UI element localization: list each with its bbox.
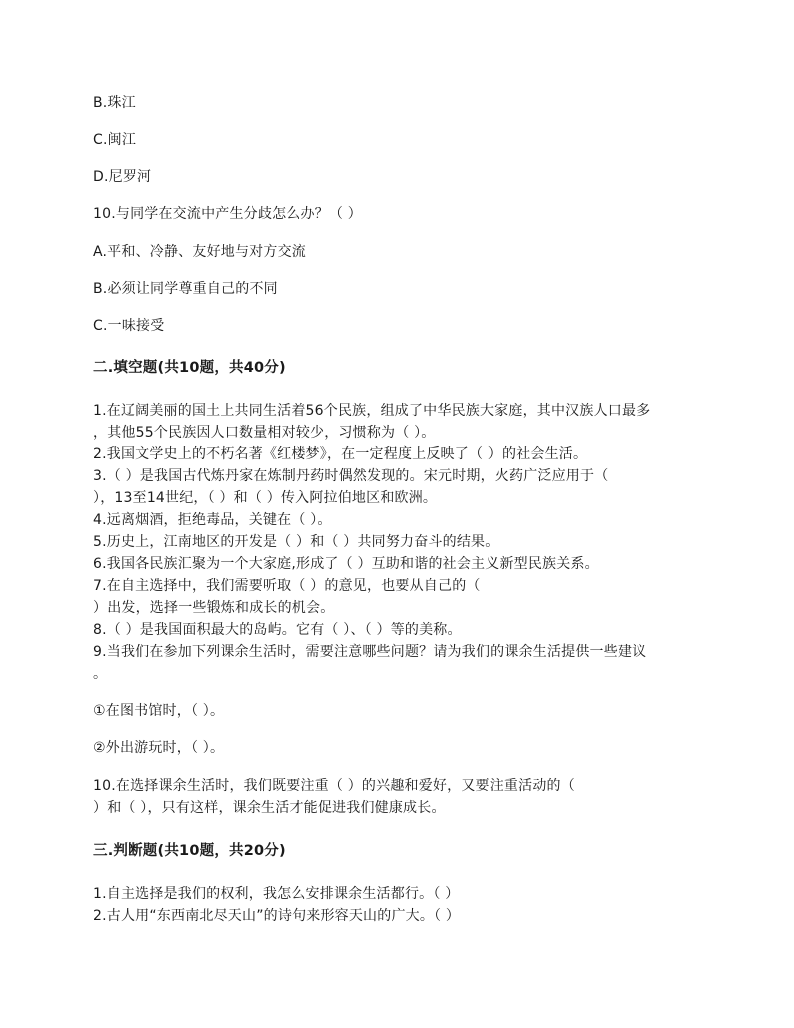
- q10-option-a: A.平和、冷静、友好地与对方交流: [93, 244, 306, 260]
- fill-line: 8.（ ）是我国面积最大的岛屿。它有（ ）、（ ）等的美称。: [93, 622, 462, 638]
- fill-line: ）和（ ），只有这样，课余生活才能促进我们健康成长。: [93, 800, 446, 816]
- fill-line: 2.我国文学史上的不朽名著《红楼梦》，在一定程度上反映了（ ）的社会生活。: [93, 446, 588, 462]
- q10-stem: 10.与同学在交流中产生分歧怎么办？（ ）: [93, 206, 362, 222]
- fill-section-heading: 二.填空题(共10题，共40分): [93, 360, 286, 376]
- fill-line: 5.历史上，江南地区的开发是（ ）和（ ）共同努力奋斗的结果。: [93, 534, 500, 550]
- fill-line: 3.（ ）是我国古代炼丹家在炼制丹药时偶然发现的。宋元时期，火药广泛应用于（: [93, 468, 609, 484]
- fill-line: ），13至14世纪，（ ）和（ ）传入阿拉伯地区和欧洲。: [93, 490, 438, 506]
- fill-line: ②外出游玩时，（ ）。: [93, 740, 225, 756]
- q9-option-b: B.珠江: [93, 95, 136, 111]
- judge-section-heading: 三.判断题(共10题，共20分): [93, 843, 286, 859]
- q10-option-c: C.一味接受: [93, 318, 165, 334]
- fill-line: ①在图书馆时，（ ）。: [93, 703, 225, 719]
- q9-option-c: C.闽江: [93, 132, 137, 148]
- judge-line: 2.古人用“东西南北尽天山”的诗句来形容天山的广大。（ ）: [93, 908, 461, 924]
- judge-line: 1.自主选择是我们的权利，我怎么安排课余生活都行。（ ）: [93, 886, 460, 902]
- fill-line: 。: [93, 666, 108, 682]
- fill-line: 6.我国各民族汇聚为一个大家庭,形成了（ ）互助和谐的社会主义新型民族关系。: [93, 556, 599, 572]
- fill-line: 7.在自主选择中，我们需要听取（ ）的意见，也要从自己的（: [93, 578, 481, 594]
- fill-line: ）出发，选择一些锻炼和成长的机会。: [93, 600, 335, 616]
- q10-option-b: B.必须让同学尊重自己的不同: [93, 281, 278, 297]
- q9-option-d: D.尼罗河: [93, 169, 152, 185]
- fill-line: 1.在辽阔美丽的国土上共同生活着56个民族，组成了中华民族大家庭，其中汉族人口最多: [93, 403, 651, 419]
- fill-line: 9.当我们在参加下列课余生活时，需要注意哪些问题？请为我们的课余生活提供一些建议: [93, 644, 647, 660]
- fill-line: 4.远离烟酒，拒绝毒品，关键在（ ）。: [93, 512, 332, 528]
- fill-line: 10.在选择课余生活时，我们既要注重（ ）的兴趣和爱好，又要注重活动的（: [93, 778, 575, 794]
- fill-line: ，其他55个民族因人口数量相对较少，习惯称为（ ）。: [93, 425, 436, 441]
